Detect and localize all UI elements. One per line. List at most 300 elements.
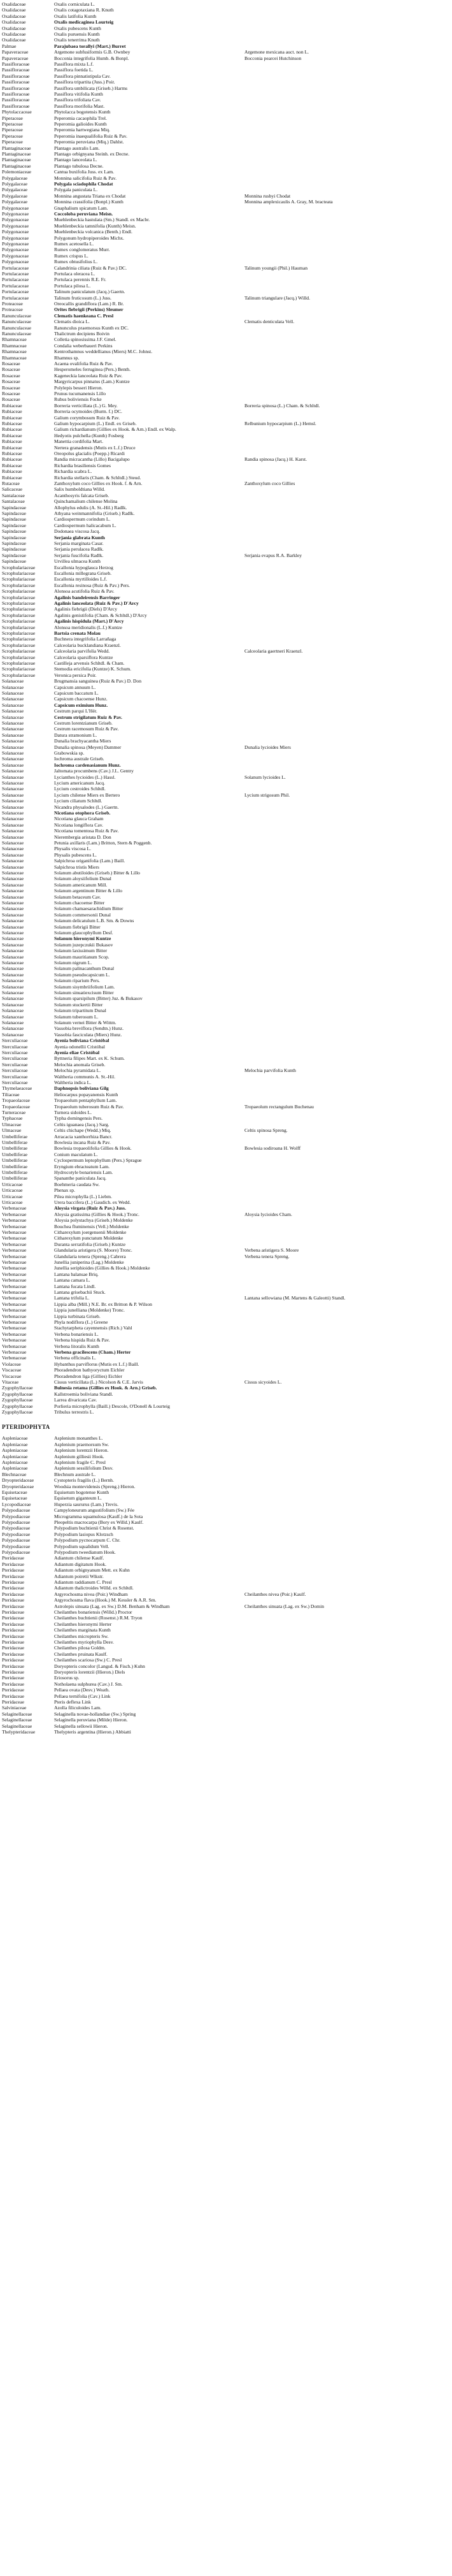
synonym-cell: Celtis spinosa Spreng. [244, 1127, 288, 1134]
species-cell: Ranunculus praemorsus Kunth ex DC. [54, 324, 129, 331]
species-cell: Coccoloba peruviana Meisn. [54, 211, 113, 217]
table-row [0, 786, 452, 792]
family-cell: Palmae [2, 43, 17, 49]
family-cell: Pteridaceae [2, 1555, 24, 1561]
table-row [0, 409, 452, 414]
species-cell: Monnina crassifolia (Bonpl.) Kunth [54, 199, 124, 205]
family-cell: Solanaceae [2, 828, 24, 834]
family-cell: Rhamnaceae [2, 336, 27, 343]
species-cell: Huperzia saururus (Lam.) Trevis. [54, 1501, 119, 1507]
species-cell: Asplenium fragile C. Presl [54, 1459, 106, 1465]
table-row [0, 463, 452, 468]
table-row [0, 684, 452, 690]
species-cell: Bulnesia retama (Gillies ex Hook. & Arn.) Griseb. [54, 1385, 157, 1391]
family-cell: Solanaceae [2, 918, 24, 924]
table-row [0, 1591, 452, 1597]
family-cell: Solanaceae [2, 894, 24, 900]
species-cell: Iochroma cardenasianum Hunz. [54, 762, 121, 768]
species-cell: Selaginella novae-hollandiae (Sw.) Spring [54, 1711, 136, 1717]
table-row [0, 1115, 452, 1121]
family-cell: Scrophulariaceae [2, 600, 36, 606]
family-cell: Solanaceae [2, 750, 24, 756]
species-cell: Plantago tubulosa Decne. [54, 163, 104, 169]
family-cell: Scrophulariaceae [2, 612, 36, 618]
family-cell: Ulmaceae [2, 1127, 22, 1134]
species-cell: Pellaea ternifolia (Cav.) Link [54, 1693, 111, 1699]
table-row [0, 229, 452, 235]
table-row [0, 1235, 452, 1241]
table-row [0, 103, 452, 109]
family-cell: Rubiaceae [2, 438, 22, 445]
species-cell: Ayenia eliae Cristóbal [54, 1050, 100, 1055]
family-cell: Rhamnaceae [2, 354, 27, 361]
table-row [0, 762, 452, 768]
species-cell: Oxalis tenerrima Knuth [54, 37, 100, 43]
table-row [0, 1055, 452, 1061]
family-cell: Polygonaceae [2, 247, 29, 253]
species-cell: Dodonaea viscosa Jacq. [54, 528, 101, 535]
family-cell: Piperaceae [2, 121, 23, 127]
table-row [0, 271, 452, 277]
species-cell: Dunalia spinosa (Meyen) Dammer [54, 744, 122, 750]
table-row [0, 870, 452, 876]
species-cell: Polypodium pycnocarpum C. Chr. [54, 1537, 120, 1544]
species-cell: Solanum aloysiifolium Dunal [54, 876, 111, 882]
family-cell: Rubiaceae [2, 462, 22, 468]
species-cell: Solanum tripartitum Dunal [54, 1008, 106, 1014]
family-cell: Sapindaceae [2, 522, 26, 528]
family-cell: Pteridaceae [2, 1693, 24, 1699]
family-cell: Sterculiaceae [2, 1055, 28, 1062]
family-cell: Verbenaceae [2, 1313, 27, 1319]
table-row [0, 666, 452, 672]
table-row [0, 1110, 452, 1115]
table-row [0, 1717, 452, 1723]
species-cell: Peperomia hartwegiana Miq. [54, 127, 110, 133]
species-cell: Portulaca perennis R.E. Fr. [54, 277, 106, 283]
species-cell: Solanum chacoense Bitter [54, 900, 105, 906]
table-row [0, 1585, 452, 1591]
table-row [0, 882, 452, 888]
synonym-cell: Verbena aristigera S. Moore [244, 1247, 299, 1254]
family-cell: Plantaginaceae [2, 163, 31, 169]
table-row [0, 1187, 452, 1193]
species-cell: Azolla filiculoides Lam. [54, 1705, 102, 1711]
table-row [0, 1495, 452, 1501]
family-cell: Verbenaceae [2, 1241, 27, 1247]
family-cell: Sapindaceae [2, 510, 26, 516]
table-row [0, 1104, 452, 1110]
family-cell: Polygonaceae [2, 205, 29, 211]
family-cell: Verbenaceae [2, 1289, 27, 1295]
table-row [0, 1097, 452, 1103]
species-cell: Celtis chichape (Wedd.) Miq. [54, 1127, 111, 1134]
species-cell: Larrea divaricata Cav. [54, 1397, 97, 1403]
family-cell: Polypodiaceae [2, 1543, 31, 1549]
table-row [0, 1080, 452, 1085]
family-cell: Verbenaceae [2, 1265, 27, 1271]
table-row [0, 498, 452, 504]
species-cell: Phytolacca bogotensis Kunth [54, 109, 111, 115]
table-row [0, 708, 452, 714]
species-cell: Acaena ovalifolia Ruiz & Pav. [54, 361, 113, 366]
species-cell: Adiantum thalictroides Willd. ex Schltdl. [54, 1585, 134, 1591]
family-cell: Solanaceae [2, 870, 24, 876]
species-cell: Capsicum baccatum L. [54, 690, 99, 696]
species-cell: Pteris deflexa Link [54, 1699, 91, 1705]
species-cell: Rumex conglomeratus Murr. [54, 247, 110, 253]
species-cell: Galium richardianum (Gillies ex Hook. & Arn.) Endl. ex Walp. [54, 426, 176, 433]
family-cell: Polygalaceae [2, 175, 28, 181]
table-row [0, 456, 452, 462]
species-cell: Vassobia fasciculata (Miers) Hunz. [54, 1031, 122, 1038]
table-row [0, 283, 452, 289]
family-cell: Pteridaceae [2, 1669, 24, 1675]
species-cell: Portulaca pilosa L. [54, 282, 91, 289]
species-cell: Passiflora trifoliata Cav. [54, 97, 101, 103]
family-cell: Rutaceae [2, 481, 20, 486]
species-cell: Junellia seriphioides (Gillies & Hook.) Moldenke [54, 1265, 150, 1271]
table-row [0, 1343, 452, 1349]
species-cell: Glandularia tenera (Spreng.) Cabrera [54, 1253, 126, 1259]
table-row [0, 936, 452, 941]
species-cell: Argyrochosma nivea (Poir.) Windham [54, 1591, 128, 1597]
species-cell: Richardia brasiliensis Gomes [54, 462, 111, 468]
table-row [0, 366, 452, 372]
table-row [0, 67, 452, 73]
species-cell: Richardia stellaris (Cham. & Schltdl.) Steud. [54, 474, 141, 481]
family-cell: Solanaceae [2, 864, 24, 870]
table-row [0, 732, 452, 738]
family-cell: Typhaceae [2, 1115, 23, 1122]
synonym-cell: Zanthoxylum coco Gillies [244, 481, 295, 486]
family-cell: Solanaceae [2, 881, 24, 888]
table-row [0, 888, 452, 894]
table-row [0, 1544, 452, 1549]
family-cell: Verbenaceae [2, 1295, 27, 1301]
family-cell: Solanaceae [2, 804, 24, 810]
family-cell: Sterculiaceae [2, 1038, 28, 1044]
table-row [0, 1205, 452, 1211]
table-row [0, 259, 452, 264]
table-row [0, 1241, 452, 1247]
table-row [0, 1373, 452, 1379]
species-cell: Solanum riparium Pers. [54, 978, 100, 984]
family-cell: Zygophyllaceae [2, 1391, 33, 1397]
family-cell: Pteridaceae [2, 1567, 24, 1574]
table-row [0, 912, 452, 918]
table-row [0, 1507, 452, 1513]
table-row [0, 97, 452, 103]
table-row [0, 972, 452, 978]
table-row [0, 1074, 452, 1080]
table-row [0, 738, 452, 744]
family-cell: Solanaceae [2, 960, 24, 966]
species-cell: Lantana grisebachii Stuck. [54, 1289, 106, 1295]
species-cell: Urvillea ulmacea Kunth [54, 558, 101, 565]
table-row [0, 834, 452, 840]
family-cell: Umbelliferae [2, 1145, 28, 1152]
synonym-cell: Calceolaria gaertneri Kraenzl. [244, 648, 303, 655]
species-cell: Solanum tuberosum L. [54, 1013, 99, 1020]
table-row [0, 1681, 452, 1687]
table-row [0, 1020, 452, 1025]
table-row [0, 930, 452, 936]
family-cell: Equisetaceae [2, 1495, 27, 1501]
table-row [0, 205, 452, 211]
synonym-cell: Monnina rusbyi Chodat [244, 192, 291, 199]
table-row [0, 349, 452, 354]
family-cell: Pteridaceae [2, 1621, 24, 1627]
family-cell: Verbenaceae [2, 1223, 27, 1229]
family-cell: Selaginellaceae [2, 1723, 32, 1729]
synonym-cell: Lantana sellowiana (M. Martens & Galeotti) Standl. [244, 1295, 346, 1301]
species-cell: Margyricarpus pinnatus (Lam.) Kuntze [54, 379, 130, 385]
family-cell: Verbenaceae [2, 1259, 27, 1265]
table-row [0, 433, 452, 438]
table-row [0, 1705, 452, 1711]
table-row [0, 396, 452, 402]
table-row [0, 696, 452, 702]
family-cell: Aspleniaceae [2, 1459, 28, 1465]
family-cell: Verbenaceae [2, 1253, 27, 1259]
family-cell: Zygophyllaceae [2, 1403, 33, 1409]
species-cell: Tropaeolum pentaphyllum Lam. [54, 1097, 117, 1104]
family-cell: Rubiaceae [2, 474, 22, 481]
family-cell: Solanaceae [2, 720, 24, 726]
table-row [0, 565, 452, 570]
species-cell: Solanum sinuatiexcisum Bitter [54, 990, 114, 995]
species-cell: Pilea microphylla (L.) Liebm. [54, 1193, 112, 1199]
family-cell: Solanaceae [2, 953, 24, 960]
family-cell: Passifloraceae [2, 97, 30, 103]
species-cell: Grabowskia sp. [54, 750, 85, 756]
table-row [0, 630, 452, 636]
family-cell: Solanaceae [2, 851, 24, 858]
family-cell: Scrophulariaceae [2, 654, 36, 660]
family-cell: Verbenaceae [2, 1247, 27, 1254]
family-cell: Urticaceae [2, 1193, 23, 1199]
family-cell: Plantaginaceae [2, 145, 31, 151]
synonym-cell: Argemone mexicana auct. non L. [244, 49, 309, 55]
table-row [0, 1301, 452, 1307]
table-row [0, 1247, 452, 1253]
table-row [0, 768, 452, 774]
table-row [0, 1199, 452, 1205]
family-cell: Polemoniaceae [2, 169, 31, 175]
table-row [0, 1561, 452, 1567]
species-cell: Polypodium tweedianum Hook. [54, 1549, 116, 1555]
species-cell: Solanum sparsipilum (Bitter) Juz. & Bukasov [54, 995, 143, 1002]
species-cell: Polygala sciadophila Chodat [54, 181, 113, 187]
family-cell: Verbenaceae [2, 1301, 27, 1307]
table-row [0, 1289, 452, 1295]
table-row [0, 852, 452, 858]
family-cell: Oxalidaceae [2, 37, 26, 43]
table-row [0, 1224, 452, 1229]
table-row [0, 1349, 452, 1355]
species-cell: Solanum abutiloides (Griseb.) Bitter & Lillo [54, 870, 140, 876]
table-row [0, 319, 452, 324]
species-cell: Aloysia gratissima (Gillies & Hook.) Tronc. [54, 1211, 139, 1217]
species-cell: Adiantum poiretii Wikstr. [54, 1573, 104, 1579]
table-row [0, 181, 452, 187]
table-row [0, 486, 452, 492]
table-row [0, 343, 452, 349]
table-row [0, 187, 452, 192]
family-cell: Pteridaceae [2, 1687, 24, 1693]
table-row [0, 1729, 452, 1735]
table-row [0, 798, 452, 804]
table-row [0, 984, 452, 990]
species-cell: Cheilanthes pruinata Kaulf. [54, 1651, 108, 1657]
table-row [0, 121, 452, 127]
synonym-cell: Melochia parvifolia Kunth [244, 1067, 296, 1074]
table-row [0, 1397, 452, 1403]
table-row [0, 1067, 452, 1073]
species-cell: Porlieria microphylla (Baill.) Descole, O'Donell & Lourteig [54, 1403, 170, 1409]
family-cell: Solanaceae [2, 708, 24, 714]
species-cell: Argyrochosma flava (Hook.) M. Kessler & A.R. Sm. [54, 1597, 157, 1603]
table-row [0, 109, 452, 115]
table-row [0, 1519, 452, 1525]
synonym-cell: Aloysia lycioides Cham. [244, 1211, 292, 1217]
family-cell: Passifloraceae [2, 103, 30, 109]
table-row [0, 612, 452, 618]
species-cell: Agalinis bandeirensis Barringer [54, 594, 120, 600]
species-cell: Notholaena sulphurea (Cav.) J. Sm. [54, 1681, 123, 1687]
table-row [0, 990, 452, 995]
species-cell: Campyloneurum angustifolium (Sw.) Fée [54, 1507, 135, 1514]
family-cell: Scrophulariaceae [2, 564, 36, 570]
species-cell: Cheilanthes scariosa (Sw.) C. Presl [54, 1657, 122, 1663]
species-cell: Borreria ocymoides (Burm. f.) DC. [54, 409, 122, 415]
family-cell: Verbenaceae [2, 1205, 27, 1212]
species-cell: Serjania marginata Casar. [54, 540, 104, 546]
synonym-cell: Clematis denticulata Vell. [244, 319, 295, 325]
species-cell: Oxalis medicaginea Lourteig [54, 19, 114, 25]
family-cell: Passifloraceae [2, 79, 30, 85]
table-row [0, 331, 452, 336]
table-row [0, 1579, 452, 1585]
species-cell: Passiflora mixta L.f. [54, 61, 94, 67]
family-cell: Rhamnaceae [2, 349, 27, 355]
family-cell: Pteridaceae [2, 1603, 24, 1609]
species-cell: Typha domingensis Pers. [54, 1115, 103, 1122]
species-cell: Hesperomeles ferruginea (Pers.) Benth. [54, 366, 131, 373]
species-cell: Daphnopsis boliviana Gilg [54, 1085, 109, 1092]
family-cell: Scrophulariaceae [2, 606, 36, 612]
table-row [0, 211, 452, 217]
species-cell: Tropaeolum tuberosum Ruiz & Pav. [54, 1103, 124, 1110]
species-cell: Prunus tucumanensis Lillo [54, 391, 106, 396]
table-row [0, 1574, 452, 1579]
table-row [0, 625, 452, 630]
family-cell: Selaginellaceae [2, 1717, 32, 1723]
table-row [0, 1489, 452, 1495]
table-row [0, 510, 452, 516]
table-row [0, 906, 452, 911]
species-cell: Lantana fucata Lindl. [54, 1283, 96, 1289]
table-row [0, 505, 452, 510]
table-row [0, 1134, 452, 1140]
family-cell: Solanaceae [2, 714, 24, 720]
species-cell: Asplenium gilliesii Hook. [54, 1453, 104, 1459]
table-row [0, 558, 452, 564]
table-row [0, 1169, 452, 1175]
species-cell: Escallonia resinosa (Ruiz & Pav.) Pers. [54, 582, 131, 588]
table-row [0, 702, 452, 708]
species-cell: Asplenium praemorsum Sw. [54, 1441, 109, 1447]
table-row [0, 516, 452, 522]
family-cell: Sapindaceae [2, 516, 26, 523]
synonym-cell: Talinum youngii (Phil.) Hauman [244, 264, 308, 271]
species-cell: Clematis haenkeana C. Presl [54, 312, 114, 319]
table-row [0, 523, 452, 528]
species-cell: Bowlesia tropaeolifolia Gillies & Hook. [54, 1145, 132, 1152]
table-row [0, 792, 452, 798]
table-row [0, 1361, 452, 1367]
species-cell: Brugmansia sanguinea (Ruiz & Pav.) D. Don [54, 678, 142, 684]
species-cell: Polypodium buchtienii Christ & Rosenst. [54, 1525, 134, 1531]
table-row [0, 714, 452, 720]
species-cell: Buchnera integrifolia Larrañaga [54, 636, 117, 642]
table-row [0, 217, 452, 222]
section-heading-pteridophyta: PTERIDOPHYTA [2, 1424, 50, 1431]
family-cell: Sterculiaceae [2, 1067, 28, 1074]
table-row [0, 421, 452, 426]
species-cell: Agalinis lanceolata (Ruiz & Pav.) D'Arcy [54, 600, 139, 606]
table-row [0, 1391, 452, 1397]
species-cell: Solanum betaceum Cav. [54, 894, 101, 900]
species-cell: Thelypteris argentina (Hieron.) Abbiatti [54, 1729, 131, 1735]
family-cell: Verbenaceae [2, 1355, 27, 1361]
family-cell: Thelypteridaceae [2, 1729, 36, 1735]
species-cell: Urera baccifera (L.) Gaudich. ex Wedd. [54, 1199, 131, 1205]
species-cell: Solanum vernei Bitter & Wittm. [54, 1020, 117, 1025]
table-row [0, 1367, 452, 1373]
family-cell: Passifloraceae [2, 61, 30, 67]
species-cell: Phoradendron bathyoryctum Eichler [54, 1367, 125, 1373]
species-cell: Lycium cestroides Schltdl. [54, 786, 106, 792]
family-cell: Polypodiaceae [2, 1549, 31, 1555]
species-cell: Capsicum annuum L. [54, 684, 96, 690]
family-cell: Passifloraceae [2, 67, 30, 73]
table-row [0, 1385, 452, 1391]
family-cell: Polypodiaceae [2, 1519, 31, 1525]
table-row [0, 726, 452, 732]
table-row [0, 415, 452, 421]
species-cell: Astrolepis sinuata (Lag. ex Sw.) D.M. Benham & Windham [54, 1603, 170, 1609]
family-cell: Passifloraceae [2, 85, 30, 91]
family-cell: Santalaceae [2, 492, 25, 498]
family-cell: Salicaceae [2, 486, 23, 493]
family-cell: Solanaceae [2, 1031, 24, 1038]
species-cell: Cheilanthes bonariensis (Willd.) Proctor [54, 1609, 132, 1615]
table-row [0, 475, 452, 481]
synonym-cell: Randia spinosa (Jacq.) H. Karst. [244, 456, 307, 463]
species-cell: Aloysia virgata (Ruiz & Pav.) Juss. [54, 1205, 126, 1212]
synonym-cell: Bocconia pearcei Hutchinson [244, 55, 302, 61]
table-row [0, 618, 452, 624]
family-cell: Solanaceae [2, 876, 24, 882]
table-row [0, 576, 452, 582]
table-row [0, 1259, 452, 1265]
table-row [0, 1175, 452, 1181]
species-cell: Alonsoa acutifolia Ruiz & Pav. [54, 588, 115, 595]
species-cell: Condalia weberbaueri Perkins [54, 342, 113, 349]
family-cell: Solanaceae [2, 744, 24, 750]
